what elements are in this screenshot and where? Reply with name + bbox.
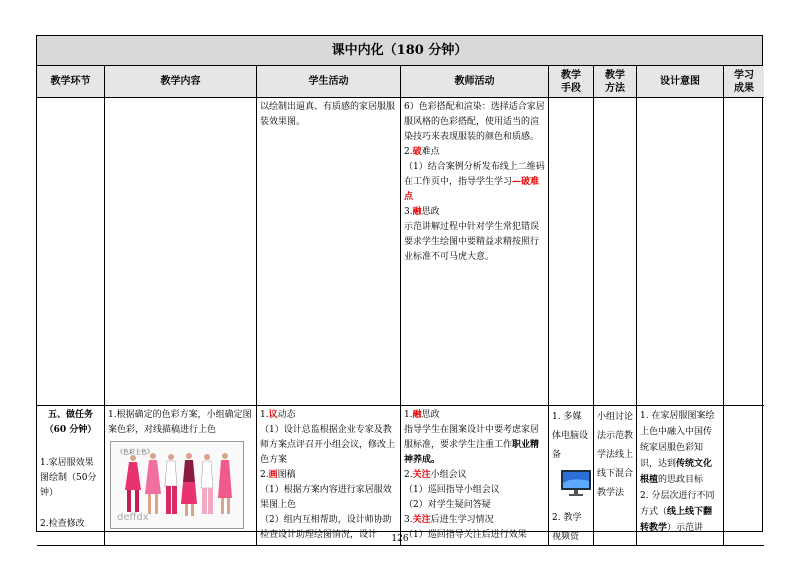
row2-teacher-p4: （1）巡回指导小组会议 xyxy=(404,485,500,495)
row2-link-item1: 1.家居服效果图绘制（50分钟） xyxy=(40,458,97,498)
row2-student-p1-key: 议 xyxy=(268,410,278,420)
row1-teacher-p4-key: 融 xyxy=(412,207,422,217)
row2-teacher-p1 xyxy=(404,408,545,423)
row1-teacher-p2-key: 破 xyxy=(412,147,422,157)
row2-means-p1: 1. 多媒体电脑设备 xyxy=(552,412,589,460)
row2-design-p2-bold: 线上线下翻转教学 xyxy=(640,507,713,533)
row2-teacher-p1-num: 1. xyxy=(404,410,413,420)
row2-teacher-p2-text: 指导学生在图案设计中要考虑家居服标准，要求学生注重工作 xyxy=(404,425,540,450)
row2-teacher-p3-rest: 小组会议 xyxy=(430,470,467,480)
row2-teacher-p3-key: 关注 xyxy=(412,470,431,480)
row2-teacher-p1-rest: 思政 xyxy=(421,410,440,420)
row2-student-p1 xyxy=(260,408,397,423)
row2-student-p3-key: 画 xyxy=(268,470,278,480)
row1-teacher-p2-rest: 难点 xyxy=(421,147,440,157)
header-student xyxy=(257,66,401,98)
row2-student-p2: （1）设计总监根据企业专家及教师方案点评召开小组会议，修改上色方案 xyxy=(260,425,396,465)
header-means xyxy=(549,66,594,98)
row1-teacher-p3 xyxy=(404,160,545,205)
row2-link xyxy=(37,406,105,546)
row2-outcome xyxy=(724,406,764,546)
header-method-line2: 方法 xyxy=(605,82,625,94)
row2-content xyxy=(105,406,257,546)
row2-teacher xyxy=(401,406,549,546)
row2-link-item2: 2.检查修改 xyxy=(40,519,85,529)
coloring-illustration xyxy=(110,441,244,529)
row2-method-text: 小组讨论法示范教学法线上线下混合教学法 xyxy=(597,412,634,498)
row2-student-p3-rest: 图稿 xyxy=(277,470,296,480)
header-design-text: 设计意图 xyxy=(660,76,700,87)
row1-teacher-p2-num: 2. xyxy=(404,147,413,157)
row1-means xyxy=(549,98,594,406)
figure-watermark: deffdx xyxy=(117,512,149,523)
row2-method xyxy=(594,406,637,546)
row1-teacher-p4-num: 3. xyxy=(404,207,413,217)
row2-teacher-p2-bold: 职业精神养成。 xyxy=(404,440,540,465)
row2-teacher-p6 xyxy=(404,513,545,528)
row2-teacher-p7: （1）巡回指导关注后进行效果 xyxy=(404,530,527,540)
header-student-text: 学生活动 xyxy=(308,76,349,87)
row1-link xyxy=(37,98,105,406)
row2-student-p1-rest: 动态 xyxy=(277,410,296,420)
row2-means-p2: 2. 教学视频资 xyxy=(552,513,582,542)
row1-design xyxy=(637,98,724,406)
row2-student-p1-num: 1. xyxy=(260,410,269,420)
header-means-line2: 手段 xyxy=(561,82,581,94)
row2-teacher-p3-num: 2. xyxy=(404,470,413,480)
row2-link-title-2: （60 分钟） xyxy=(44,425,97,435)
row2-design-p2-post: ）示范讲 xyxy=(667,523,704,533)
row2-design-p1-bold: 传统文化根植 xyxy=(640,459,713,485)
row2-design-p1 xyxy=(640,408,720,488)
header-means-text xyxy=(561,69,581,95)
row1-teacher-p3-key: —破难点 xyxy=(404,177,540,202)
header-teacher xyxy=(401,66,549,98)
row2-design-p2-pre: 2. 分层次进行不同方式（ xyxy=(640,491,715,517)
header-method xyxy=(594,66,637,98)
row2-teacher-p6-rest: 后进生学习情况 xyxy=(430,515,494,525)
row1-teacher-p3-text: （1）结合案例分析发布线上二维码在工作页中，指导学生学习 xyxy=(404,162,545,187)
row1-student xyxy=(257,98,401,406)
row2-teacher-p2 xyxy=(404,423,545,468)
header-method-text xyxy=(605,69,625,95)
row2-link-title xyxy=(40,408,101,438)
header-content xyxy=(105,66,257,98)
row2-design-p1-post: 的思政目标 xyxy=(658,475,704,485)
header-outcome-line1: 学习 xyxy=(734,69,754,81)
header-design xyxy=(637,66,724,98)
row2-teacher-p5: （2）对学生疑问答疑 xyxy=(404,500,491,510)
row1-teacher-p4 xyxy=(404,205,545,220)
row2-content-text: 1.根据确定的色彩方案，小组确定图案色彩，对线描稿进行上色 xyxy=(108,410,252,435)
row1-teacher-p5: 示范讲解过程中针对学生常犯错误要求学生绘图中要精益求精按照行业标准不可马虎大意。 xyxy=(404,222,540,262)
header-link xyxy=(37,66,105,98)
header-outcome-line2: 成果 xyxy=(734,82,754,94)
row2-design xyxy=(637,406,724,546)
page-number: 126 xyxy=(391,534,409,544)
row2-link-title-1: 五、做任务 xyxy=(47,410,93,420)
row2-student xyxy=(257,406,401,546)
row1-teacher-p2 xyxy=(404,145,545,160)
table-title: 课中内化（180 分钟） xyxy=(37,36,762,66)
header-teacher-text: 教师活动 xyxy=(454,76,495,87)
row2-means xyxy=(549,406,594,546)
row2-design-p1-pre: 1. 在家居服图案绘上色中融入中国传统家居服色彩知识，达到 xyxy=(640,411,715,469)
header-means-line1: 教学 xyxy=(561,69,581,81)
header-link-text: 教学环节 xyxy=(50,76,91,87)
header-method-line1: 教学 xyxy=(605,69,625,81)
row1-student-text: 以绘制出逼真、有质感的家居服服装效果图。 xyxy=(260,102,396,127)
row2-teacher-p6-key: 关注 xyxy=(412,515,431,525)
row2-teacher-p3 xyxy=(404,468,545,483)
figure-caption: 《色彩上色》 xyxy=(117,449,154,456)
header-content-text: 教学内容 xyxy=(160,76,201,87)
row2-teacher-p1-key: 融 xyxy=(412,410,422,420)
row2-student-p3-num: 2. xyxy=(260,470,269,480)
row2-student-p3 xyxy=(260,468,397,483)
row1-teacher-p4-rest: 思政 xyxy=(421,207,440,217)
row1-teacher xyxy=(401,98,549,406)
row2-teacher-p6-num: 3. xyxy=(404,515,413,525)
row2-student-p5: （2）组内互相帮助，设计师协助检查设计助理绘图情况，设计 xyxy=(260,515,392,540)
header-outcome xyxy=(724,66,764,98)
row1-method xyxy=(594,98,637,406)
row1-teacher-p1: 6）色彩搭配和渲染：选择适合家居服风格的色彩搭配，使用适当的渲染技巧来表现服装的颜色和质感。 xyxy=(404,102,545,142)
row2-student-p4: （1）根据方案内容进行家居服效果图上色 xyxy=(260,485,392,510)
header-outcome-text xyxy=(734,69,754,95)
monitor-icon xyxy=(560,469,592,497)
row1-content xyxy=(105,98,257,406)
row2-design-p2 xyxy=(640,488,720,536)
row1-outcome xyxy=(724,98,764,406)
